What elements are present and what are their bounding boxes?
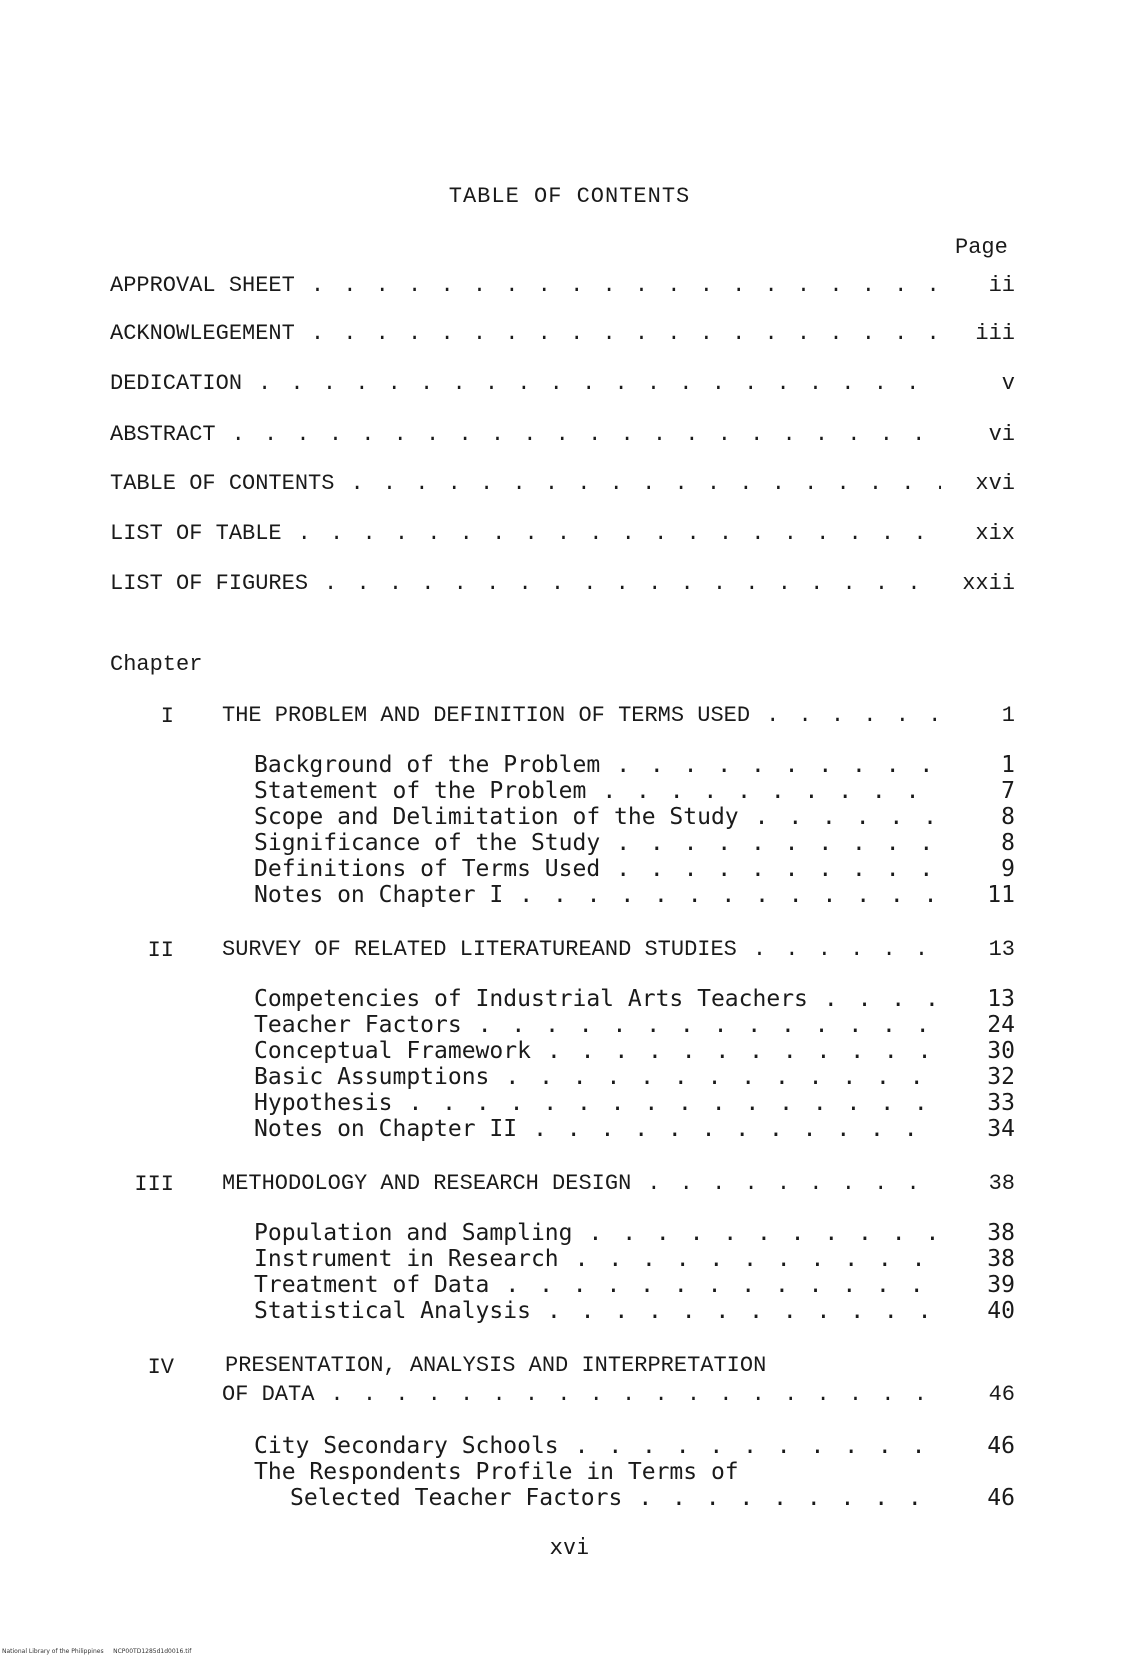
section-entry: [254, 1064, 1015, 1090]
dot-leader: [753, 936, 941, 964]
section-label: Scope and Delimitation of the Study: [254, 804, 739, 830]
dot-leader: [505, 1064, 941, 1090]
section-entry: [254, 1433, 1015, 1459]
dot-leader: [575, 1246, 941, 1272]
section-page: 1: [1001, 752, 1015, 778]
toc-entry-label: ABSTRACT: [110, 422, 216, 447]
section-page: 11: [987, 882, 1015, 908]
section-label: Treatment of Data: [254, 1272, 490, 1298]
dot-leader: [547, 1038, 941, 1064]
section-label: City Secondary Schools: [254, 1433, 559, 1459]
page-number: xvi: [549, 1535, 590, 1560]
section-page: 38: [987, 1246, 1015, 1272]
dot-leader: [602, 778, 941, 804]
section-page: 40: [987, 1298, 1015, 1324]
dot-leader: [519, 882, 941, 908]
dot-leader: [824, 986, 941, 1012]
chapter-entry: [222, 702, 1015, 730]
toc-entry-page: xvi: [975, 471, 1015, 496]
section-page: 9: [1001, 856, 1015, 882]
dot-leader: [533, 1116, 941, 1142]
toc-entry: [110, 470, 1015, 498]
dot-leader: [547, 1298, 941, 1324]
dot-leader: [478, 1012, 941, 1038]
section-page: 46: [987, 1485, 1015, 1511]
section-page: 39: [987, 1272, 1015, 1298]
chapter-number: I: [160, 704, 174, 729]
section-label-line2: Selected Teacher Factors: [290, 1485, 623, 1511]
chapter-number: II: [147, 938, 174, 963]
scan-imprint: National Library of the Philippines NCP00TD1285d1d0016.tif: [2, 1648, 192, 1655]
toc-entry: [110, 570, 1015, 598]
section-entry: [254, 1012, 1015, 1038]
section-entry: [254, 830, 1015, 856]
section-entry: [254, 1272, 1015, 1298]
section-entry: [254, 804, 1015, 830]
section-label: Instrument in Research: [254, 1246, 559, 1272]
toc-entry-page: v: [1001, 371, 1015, 396]
dot-leader: [755, 804, 941, 830]
section-label: Background of the Problem: [254, 752, 601, 778]
chapter-page: 13: [988, 937, 1015, 962]
dot-leader: [324, 570, 941, 598]
dot-leader: [647, 1170, 941, 1198]
chapter-entry: [222, 1381, 1015, 1409]
chapter-page: 1: [1001, 703, 1015, 728]
toc-entry-page: ii: [988, 273, 1015, 298]
section-label: Notes on Chapter I: [254, 882, 504, 908]
chapter-title: METHODOLOGY AND RESEARCH DESIGN: [222, 1171, 632, 1196]
dot-leader: [350, 470, 941, 498]
dot-leader: [616, 856, 941, 882]
dot-leader: [311, 272, 941, 300]
section-entry: [254, 1298, 1015, 1324]
toc-entry-label: LIST OF TABLE: [110, 521, 282, 546]
section-entry-line1: [254, 1459, 1015, 1485]
section-label: Significance of the Study: [254, 830, 601, 856]
section-label-line1: The Respondents Profile in Terms of: [254, 1459, 739, 1485]
chapter-title-line1: PRESENTATION, ANALYSIS AND INTERPRETATION: [225, 1353, 767, 1378]
dot-leader: [232, 421, 941, 449]
toc-entry: [110, 421, 1015, 449]
dot-leader: [589, 1220, 942, 1246]
dot-leader: [638, 1485, 941, 1511]
section-entry: [254, 856, 1015, 882]
toc-entry: [110, 520, 1015, 548]
chapter-title: SURVEY OF RELATED LITERATUREAND STUDIES: [222, 937, 737, 962]
toc-entry-label: APPROVAL SHEET: [110, 273, 295, 298]
section-entry: [254, 752, 1015, 778]
section-entry: [254, 986, 1015, 1012]
section-entry: [254, 1116, 1015, 1142]
toc-entry-page: vi: [988, 422, 1015, 447]
section-label: Population and Sampling: [254, 1220, 573, 1246]
section-page: 38: [987, 1220, 1015, 1246]
dot-leader: [766, 702, 941, 730]
dot-leader: [616, 830, 941, 856]
chapter-page: 46: [988, 1382, 1015, 1407]
chapter-page: 38: [988, 1171, 1015, 1196]
chapter-entry: [222, 936, 1015, 964]
section-page: 24: [987, 1012, 1015, 1038]
toc-entry-page: iii: [975, 321, 1015, 346]
dot-leader: [330, 1381, 941, 1409]
dot-leader: [616, 752, 941, 778]
section-page: 32: [987, 1064, 1015, 1090]
section-entry: [290, 1485, 1015, 1511]
toc-entry: [110, 320, 1015, 348]
section-label: Notes on Chapter II: [254, 1116, 518, 1142]
toc-entry-page: xix: [975, 521, 1015, 546]
dot-leader: [258, 370, 941, 398]
section-label: Conceptual Framework: [254, 1038, 531, 1064]
toc-entry-page: xxii: [962, 571, 1015, 596]
section-page: 34: [987, 1116, 1015, 1142]
section-page: 13: [987, 986, 1015, 1012]
section-page: 46: [987, 1433, 1015, 1459]
section-page: 7: [1001, 778, 1015, 804]
chapter-number: III: [134, 1172, 174, 1197]
section-entry: [254, 1090, 1015, 1116]
chapter-title: THE PROBLEM AND DEFINITION OF TERMS USED: [222, 703, 751, 728]
section-label: Definitions of Terms Used: [254, 856, 601, 882]
section-page: 8: [1001, 830, 1015, 856]
toc-title: TABLE OF CONTENTS: [448, 184, 691, 209]
chapter-number: IV: [147, 1355, 174, 1380]
section-label: Hypothesis: [254, 1090, 393, 1116]
section-page: 8: [1001, 804, 1015, 830]
section-entry: [254, 882, 1015, 908]
dot-leader: [298, 520, 941, 548]
section-entry: [254, 778, 1015, 804]
dot-leader: [505, 1272, 941, 1298]
section-label: Statistical Analysis: [254, 1298, 531, 1324]
section-page: 30: [987, 1038, 1015, 1064]
toc-entry-label: DEDICATION: [110, 371, 243, 396]
chapter-title-line2: OF DATA: [222, 1382, 315, 1407]
section-entry: [254, 1038, 1015, 1064]
toc-entry: [110, 370, 1015, 398]
toc-entry-label: TABLE OF CONTENTS: [110, 471, 335, 496]
dot-leader: [575, 1433, 941, 1459]
section-label: Statement of the Problem: [254, 778, 587, 804]
page-column-header: Page: [955, 235, 1008, 260]
section-entry: [254, 1246, 1015, 1272]
dot-leader: [408, 1090, 941, 1116]
chapter-heading: Chapter: [110, 652, 203, 677]
section-page: 33: [987, 1090, 1015, 1116]
section-label: Basic Assumptions: [254, 1064, 490, 1090]
section-entry: [254, 1220, 1015, 1246]
chapter-entry: [222, 1170, 1015, 1198]
toc-entry-label: ACKNOWLEGEMENT: [110, 321, 295, 346]
section-label: Competencies of Industrial Arts Teachers: [254, 986, 808, 1012]
toc-entry: [110, 272, 1015, 300]
section-label: Teacher Factors: [254, 1012, 462, 1038]
toc-entry-label: LIST OF FIGURES: [110, 571, 309, 596]
dot-leader: [311, 320, 941, 348]
